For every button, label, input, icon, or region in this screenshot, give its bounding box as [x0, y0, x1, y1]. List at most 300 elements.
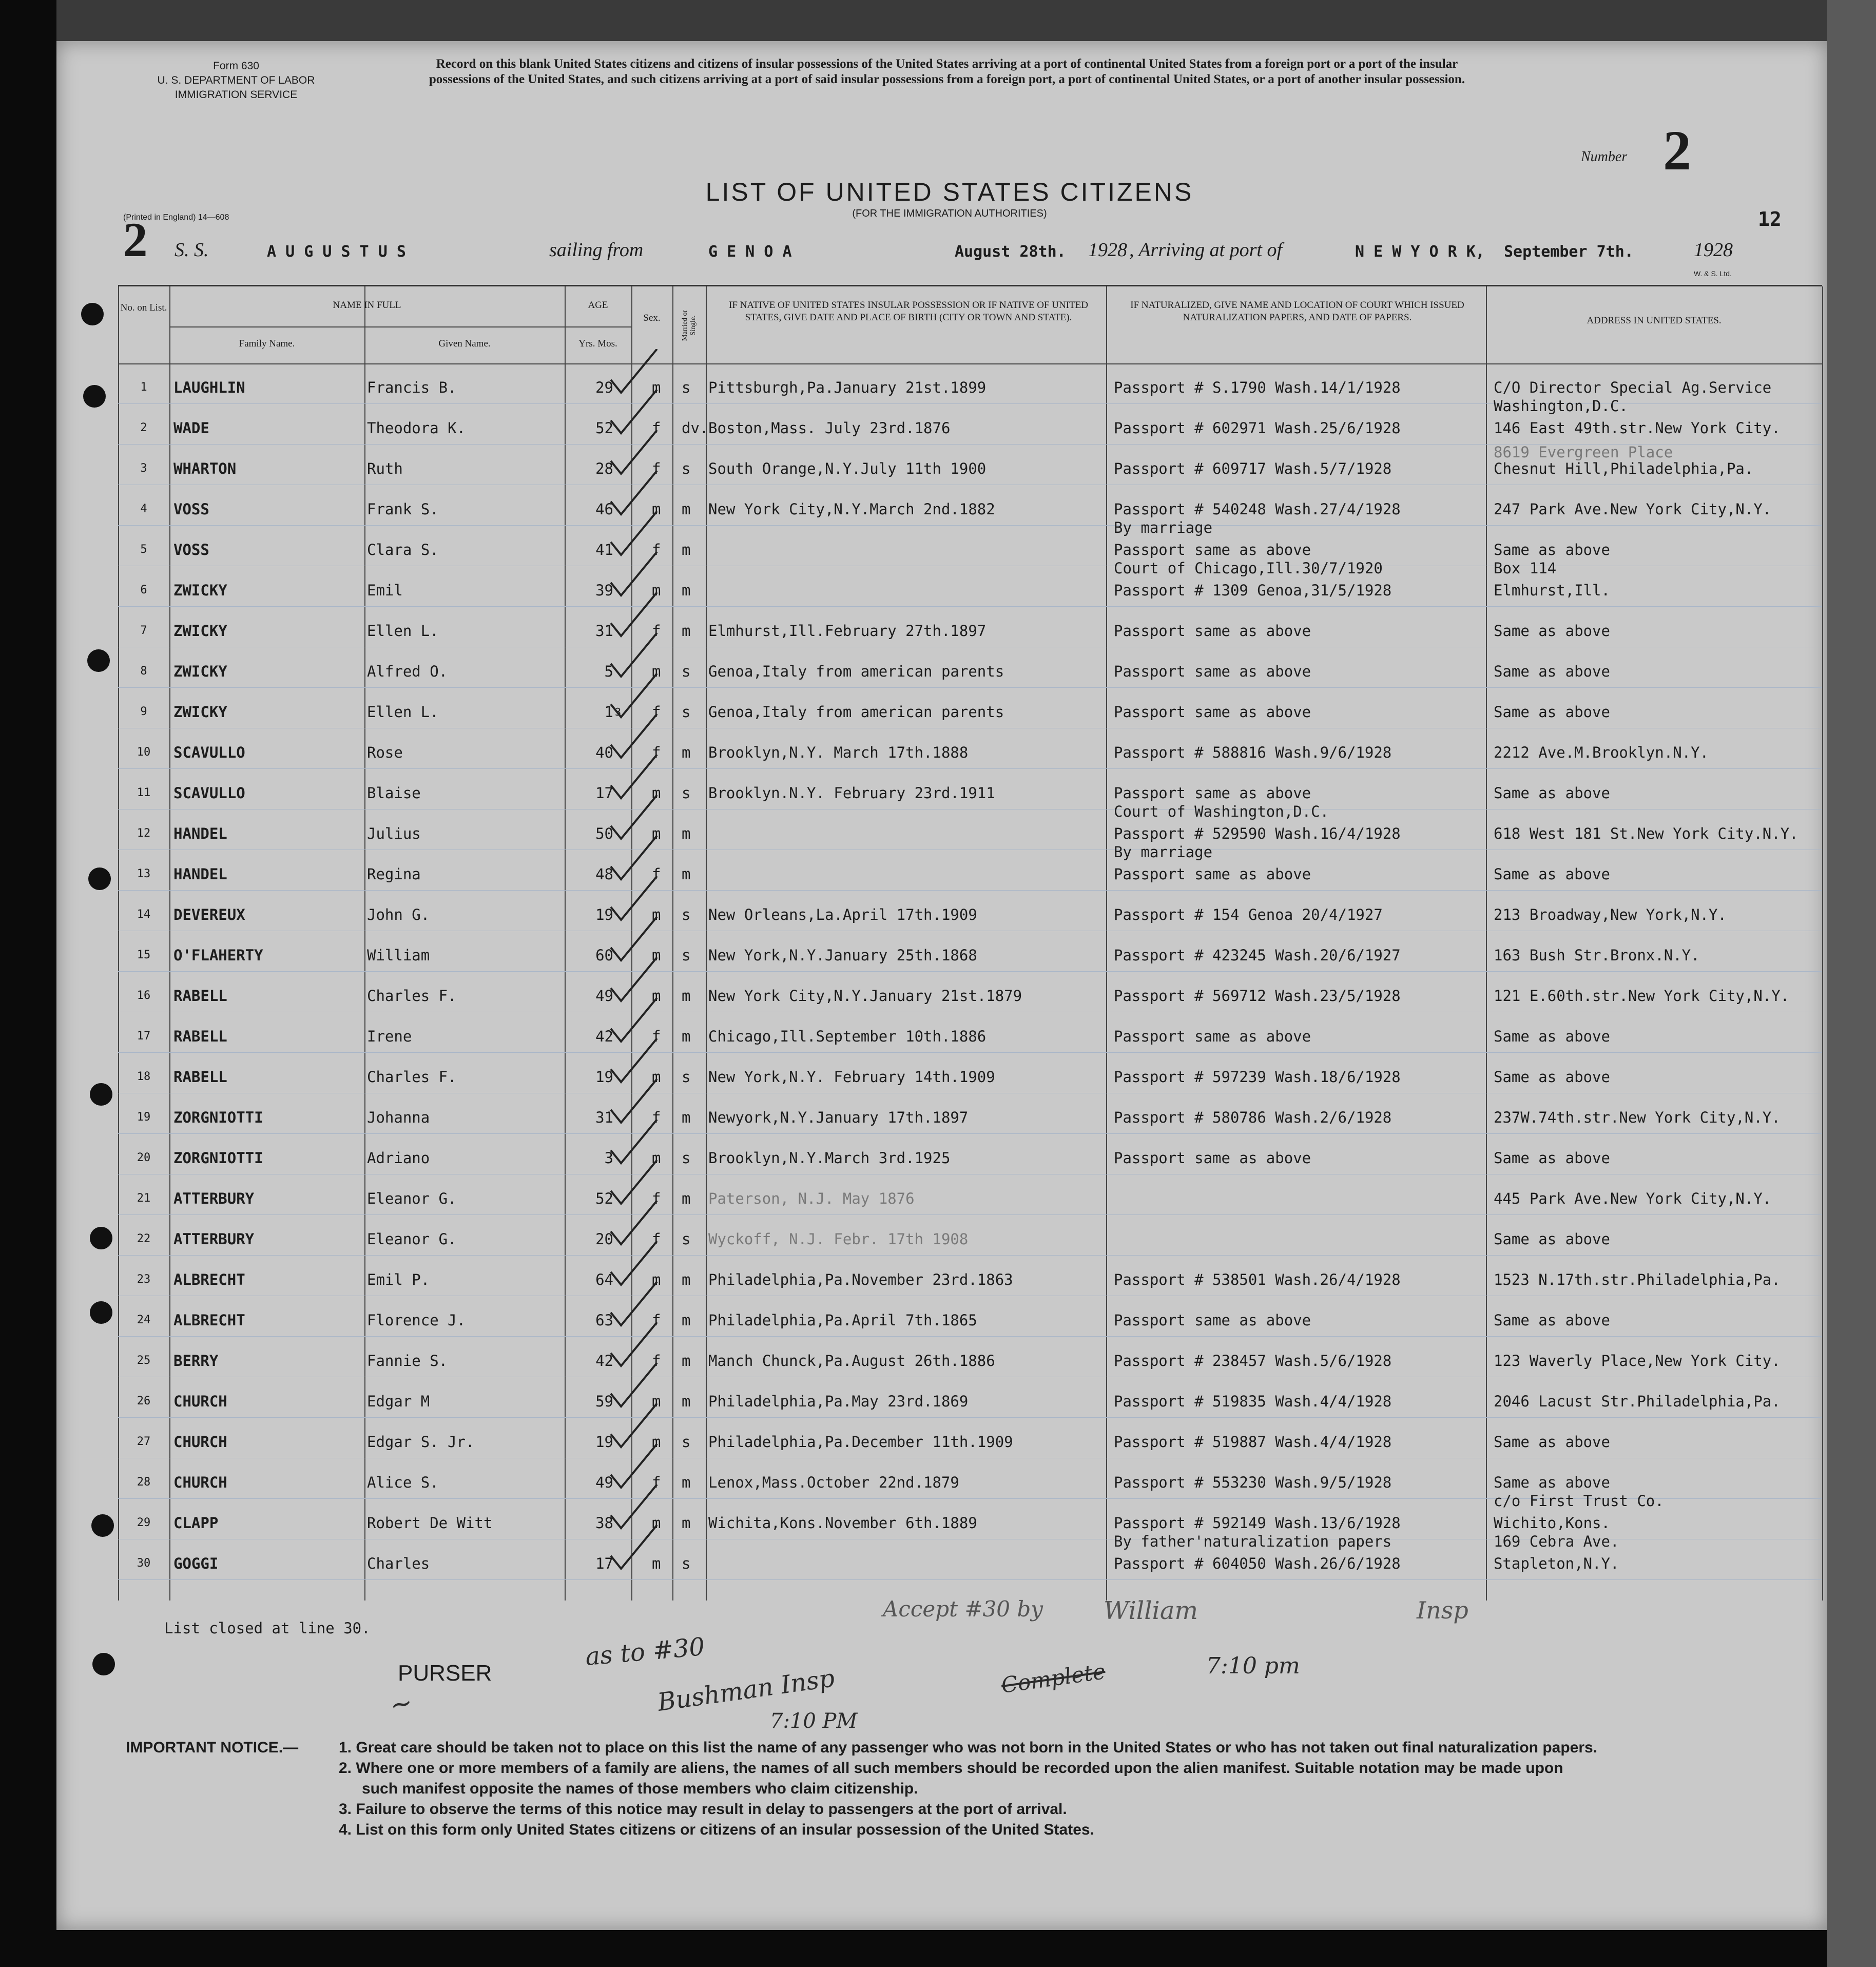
family-name: ALBRECHT — [173, 1271, 245, 1288]
row-number: 25 — [137, 1354, 151, 1367]
marital-status: m — [682, 1109, 691, 1126]
age-years: 42 — [595, 1352, 613, 1370]
birth-place-date: Brooklyn.N.Y. February 23rd.1911 — [708, 784, 995, 802]
marital-status: m — [682, 622, 691, 640]
birth-place-date: Paterson, N.J. May 1876 — [708, 1190, 915, 1207]
address: Same as above — [1494, 703, 1610, 721]
given-name: Emil P. — [367, 1271, 430, 1288]
checkmark — [611, 511, 657, 555]
checkmark — [611, 471, 657, 514]
checkmark — [611, 1241, 657, 1285]
age-years: 40 — [595, 744, 613, 761]
col-header-no: No. on List. — [120, 302, 167, 313]
address: Same as above — [1494, 1474, 1610, 1491]
naturalization: Passport same as above — [1114, 703, 1311, 721]
naturalization: Passport # 597239 Wash.18/6/1928 — [1114, 1068, 1401, 1086]
marital-status: s — [682, 1068, 691, 1086]
age-years: 17 — [595, 1555, 613, 1572]
marital-status: m — [682, 1352, 691, 1370]
naturalization: Passport # 553230 Wash.9/5/1928 — [1114, 1474, 1392, 1491]
family-name: DEVEREUX — [173, 906, 245, 923]
voyage-line — [175, 239, 1766, 269]
given-name: Ruth — [367, 460, 403, 477]
naturalization-note: By marriage — [1114, 843, 1213, 861]
marital-status: m — [682, 1312, 691, 1329]
age-years: 17 — [595, 784, 613, 802]
checkmark — [611, 390, 657, 433]
form-identifier: Form 630 U. S. DEPARTMENT OF LABOR IMMIGRATION SERVICE — [157, 60, 315, 101]
sex: m — [652, 1555, 661, 1572]
header-bottom-rule — [118, 363, 1822, 364]
address: 237W.74th.str.New York City,N.Y. — [1494, 1109, 1781, 1126]
family-name: HANDEL — [173, 825, 227, 842]
naturalization: Passport # 609717 Wash.5/7/1928 — [1114, 460, 1392, 477]
naturalization: Passport # 538501 Wash.26/4/1928 — [1114, 1271, 1401, 1288]
given-name: Alfred O. — [367, 663, 448, 680]
age-years: 31 — [595, 1109, 613, 1126]
address: Wichito,Kons. — [1494, 1514, 1610, 1532]
address: Same as above — [1494, 1230, 1610, 1248]
given-name: Francis B. — [367, 379, 457, 396]
address: 247 Park Ave.New York City,N.Y. — [1494, 500, 1772, 518]
naturalization: Passport # 238457 Wash.5/6/1928 — [1114, 1352, 1392, 1370]
checkmark — [611, 552, 657, 595]
checkmark — [611, 1079, 657, 1123]
col-header-birth: IF NATIVE OF UNITED STATES INSULAR POSSESSION OR IF NATIVE OF UNITED STATES, GIVE DATE AND PLACE OF BIRTH (CITY OR TOWN AND STATE). — [729, 300, 1088, 323]
sex: f — [652, 1028, 661, 1045]
address: Same as above — [1494, 663, 1610, 680]
naturalization: Passport same as above — [1114, 1149, 1311, 1167]
row-number: 8 — [140, 665, 147, 678]
marital-status: m — [682, 744, 691, 761]
row-number: 14 — [137, 908, 151, 921]
address: Chesnut Hill,Philadelphia,Pa. — [1494, 460, 1754, 477]
header-divider — [169, 326, 631, 327]
sex: m — [652, 1433, 661, 1451]
given-name: Clara S. — [367, 541, 439, 558]
checkmark — [611, 714, 657, 758]
naturalization: Passport same as above — [1114, 1028, 1311, 1045]
notice-label: IMPORTANT NOTICE.— — [126, 1739, 299, 1756]
age-years: 50 — [595, 825, 613, 842]
ship-name: A U G U S T U S — [267, 243, 406, 261]
family-name: RABELL — [173, 987, 227, 1005]
number-label: Number — [1581, 149, 1628, 165]
given-name: Eleanor G. — [367, 1190, 457, 1207]
checkmark — [611, 1120, 657, 1163]
inspector-note-as-to: as to #30 — [584, 1632, 706, 1672]
marital-status: m — [682, 1474, 691, 1491]
checkmark — [611, 917, 657, 960]
punch-hole — [90, 1227, 112, 1249]
address-line-2: Washington,D.C. — [1494, 397, 1628, 415]
address: C/O Director Special Ag.Service — [1494, 379, 1772, 396]
given-name: Emil — [367, 582, 403, 599]
given-name: Robert De Witt — [367, 1514, 493, 1532]
marital-status: s — [682, 1230, 691, 1248]
row-rule — [118, 768, 1822, 769]
row-number: 24 — [137, 1314, 151, 1326]
sailing-label: sailing from — [549, 239, 644, 261]
row-rule — [118, 606, 1822, 607]
col-header-family: Family Name. — [239, 338, 295, 349]
sex: f — [652, 1109, 661, 1126]
checkmark — [611, 998, 657, 1042]
punch-hole — [81, 303, 104, 325]
address: Same as above — [1494, 1149, 1610, 1167]
col-header-name: NAME IN FULL — [333, 300, 401, 311]
sex: m — [652, 1271, 661, 1288]
marital-status: s — [682, 1149, 691, 1167]
marital-status: m — [682, 1190, 691, 1207]
birth-place-date: Genoa,Italy from american parents — [708, 663, 1004, 680]
naturalization: Passport same as above — [1114, 541, 1311, 558]
punch-hole — [92, 1653, 115, 1675]
age-years: 49 — [595, 987, 613, 1005]
row-number: 10 — [137, 746, 151, 759]
marital-status: m — [682, 1514, 691, 1532]
family-name: CLAPP — [173, 1514, 219, 1532]
sex: m — [652, 379, 661, 396]
row-rule — [118, 1214, 1822, 1215]
address: Same as above — [1494, 1433, 1610, 1451]
row-number: 26 — [137, 1395, 151, 1407]
age-years: 60 — [595, 947, 613, 964]
family-name: RABELL — [173, 1028, 227, 1045]
age-years: 41 — [595, 541, 613, 558]
marital-status: m — [682, 1028, 691, 1045]
row-number: 5 — [140, 543, 147, 556]
col-divider — [364, 286, 365, 1600]
row-number: 11 — [137, 786, 151, 799]
marital-status: s — [682, 703, 691, 721]
sex: m — [652, 987, 661, 1005]
sex: m — [652, 500, 661, 518]
sex: f — [652, 703, 661, 721]
birth-place-date: Lenox,Mass.October 22nd.1879 — [708, 1474, 959, 1491]
address: Same as above — [1494, 1312, 1610, 1329]
notice-item-4: 4. List on this form only United States citizens or citizens of an insular possession of the United States. — [339, 1821, 1094, 1838]
row-number: 16 — [137, 989, 151, 1002]
naturalization: Passport same as above — [1114, 622, 1311, 640]
naturalization: Passport same as above — [1114, 663, 1311, 680]
col-header-given: Given Name. — [438, 338, 491, 349]
naturalization: Passport # 580786 Wash.2/6/1928 — [1114, 1109, 1392, 1126]
family-name: BERRY — [173, 1352, 219, 1370]
row-number: 15 — [137, 949, 151, 961]
col-header-age: AGE — [588, 300, 608, 311]
age-years: 39 — [595, 582, 613, 599]
given-name: Alice S. — [367, 1474, 439, 1491]
row-rule — [118, 525, 1822, 526]
given-name: Ellen L. — [367, 622, 439, 640]
given-name: Edgar M — [367, 1393, 430, 1410]
birth-place-date: New York City,N.Y.January 21st.1879 — [708, 987, 1022, 1005]
age-years: 59 — [595, 1393, 613, 1410]
marital-status: s — [682, 379, 691, 396]
given-name: Julius — [367, 825, 421, 842]
address: Same as above — [1494, 1068, 1610, 1086]
row-number: 30 — [137, 1557, 151, 1570]
address: Same as above — [1494, 622, 1610, 640]
row-number: 7 — [140, 624, 147, 637]
address: Same as above — [1494, 865, 1610, 883]
given-name: Rose — [367, 744, 403, 761]
naturalization-note: Court of Chicago,Ill.30/7/1920 — [1114, 560, 1383, 577]
sex: m — [652, 582, 661, 599]
family-name: ZWICKY — [173, 582, 227, 599]
accept-note: Accept #30 by — [883, 1596, 1043, 1622]
family-name: LAUGHLIN — [173, 379, 245, 396]
row-number: 9 — [140, 705, 147, 718]
marital-status: m — [682, 1393, 691, 1410]
naturalization: Passport # 423245 Wash.20/6/1927 — [1114, 947, 1401, 964]
sex: m — [652, 784, 661, 802]
row-number: 3 — [140, 462, 147, 475]
given-name: Charles F. — [367, 1068, 457, 1086]
birth-place-date: Manch Chunck,Pa.August 26th.1886 — [708, 1352, 995, 1370]
address: Same as above — [1494, 1028, 1610, 1045]
ss-label: S. S. — [175, 239, 209, 261]
row-rule — [118, 1417, 1822, 1418]
citizens-table — [118, 285, 1822, 1600]
given-name: Charles — [367, 1555, 430, 1572]
age-years: 3 — [604, 1149, 613, 1167]
sex: m — [652, 825, 661, 842]
row-number: 1 — [140, 381, 147, 394]
family-name: WHARTON — [173, 460, 237, 477]
naturalization-note: By father'naturalization papers — [1114, 1533, 1392, 1550]
given-name: Regina — [367, 865, 421, 883]
sex: f — [652, 1312, 661, 1329]
family-name: SCAVULLO — [173, 784, 245, 802]
naturalization: Passport # 519887 Wash.4/4/1928 — [1114, 1433, 1392, 1451]
col-divider — [1486, 286, 1487, 1600]
address: Elmhurst,Ill. — [1494, 582, 1610, 599]
family-name: ZWICKY — [173, 622, 227, 640]
row-rule — [118, 1052, 1822, 1053]
col-header-sex: Sex. — [643, 313, 661, 323]
row-number: 28 — [137, 1476, 151, 1489]
row-number: 6 — [140, 584, 147, 596]
birth-place-date: New Orleans,La.April 17th.1909 — [708, 906, 977, 923]
marital-status: s — [682, 1433, 691, 1451]
birth-place-date: Philadelphia,Pa.April 7th.1865 — [708, 1312, 977, 1329]
marital-status: m — [682, 865, 691, 883]
family-name: CHURCH — [173, 1474, 227, 1491]
sex: f — [652, 622, 661, 640]
age-months: 3 — [615, 706, 622, 718]
given-name: Edgar S. Jr. — [367, 1433, 475, 1451]
checkmark — [611, 1038, 657, 1082]
family-name: ATTERBURY — [173, 1230, 255, 1248]
naturalization: Passport # 529590 Wash.16/4/1928 — [1114, 825, 1401, 842]
checkmark — [611, 430, 657, 474]
address-line-2: Box 114 — [1494, 560, 1557, 577]
col-header-yrs-mos: Yrs. Mos. — [578, 338, 617, 349]
family-name: ZORGNIOTTI — [173, 1109, 263, 1126]
birth-place-date: Brooklyn,N.Y.March 3rd.1925 — [708, 1149, 951, 1167]
birth-place-date: Philadelphia,Pa.December 11th.1909 — [708, 1433, 1013, 1451]
birth-place-date: New York City,N.Y.March 2nd.1882 — [708, 500, 995, 518]
notice-item-2: 2. Where one or more members of a family are aliens, the names of all such members should be recorded upon the alien manifest. Suitable notation may be made upon — [339, 1760, 1563, 1777]
marital-status: m — [682, 825, 691, 842]
family-name: ZWICKY — [173, 703, 227, 721]
sex: f — [652, 1474, 661, 1491]
birth-place-date: Boston,Mass. July 23rd.1876 — [708, 419, 951, 437]
naturalization: Passport # 602971 Wash.25/6/1928 — [1114, 419, 1401, 437]
row-number: 29 — [137, 1516, 151, 1529]
naturalization: Passport # 519835 Wash.4/4/1928 — [1114, 1393, 1392, 1410]
sex: m — [652, 906, 661, 923]
checkmark — [611, 795, 657, 839]
age-years: 29 — [595, 379, 613, 396]
birth-place-date: Wyckoff, N.J. Febr. 17th 1908 — [708, 1230, 969, 1248]
naturalization: Passport # 1309 Genoa,31/5/1928 — [1114, 582, 1392, 599]
address: 2046 Lacust Str.Philadelphia,Pa. — [1494, 1393, 1781, 1410]
purser-signature: ~ — [387, 1687, 416, 1722]
naturalization: Passport same as above — [1114, 1312, 1311, 1329]
row-number: 4 — [140, 503, 147, 515]
col-divider — [1106, 286, 1107, 1600]
given-name: Irene — [367, 1028, 412, 1045]
checkmark — [611, 1484, 657, 1528]
page-subtitle: (FOR THE IMMIGRATION AUTHORITIES) — [852, 208, 1047, 219]
complete-note: Complete — [999, 1659, 1107, 1698]
sex: m — [652, 663, 661, 680]
address-line-2: 169 Cebra Ave. — [1494, 1533, 1619, 1550]
year-from: 1928 — [1088, 239, 1127, 261]
punch-hole — [83, 385, 106, 408]
time-note: 7:10 pm — [1206, 1653, 1300, 1679]
row-rule — [118, 687, 1822, 688]
sex: m — [652, 1149, 661, 1167]
sex: f — [652, 541, 661, 558]
birth-place-date: Pittsburgh,Pa.January 21st.1899 — [708, 379, 987, 396]
marital-status: s — [682, 663, 691, 680]
sex: f — [652, 865, 661, 883]
col-header-address: ADDRESS IN UNITED STATES. — [1587, 315, 1722, 326]
row-number: 23 — [137, 1273, 151, 1286]
accept-insp: Insp — [1417, 1596, 1468, 1624]
notice-item-3: 3. Failure to observe the terms of this notice may result in delay to passengers at the port of arrival. — [339, 1801, 1067, 1818]
checkmark — [611, 1403, 657, 1447]
row-number: 17 — [137, 1030, 151, 1043]
punch-hole — [91, 1514, 114, 1537]
address: Same as above — [1494, 541, 1610, 558]
marital-status: s — [682, 947, 691, 964]
row-number: 13 — [137, 867, 151, 880]
family-name: HANDEL — [173, 865, 227, 883]
age-years: 5 — [604, 663, 613, 680]
birth-place-date: Newyork,N.Y.January 17th.1897 — [708, 1109, 969, 1126]
birth-place-date: Chicago,Ill.September 10th.1886 — [708, 1028, 987, 1045]
marital-status: s — [682, 460, 691, 477]
row-rule — [118, 1255, 1822, 1256]
age-years: 52 — [595, 419, 613, 437]
marital-status: m — [682, 541, 691, 558]
handwritten-list-number: 2 — [123, 213, 148, 267]
marital-status: s — [682, 784, 691, 802]
given-name: Ellen L. — [367, 703, 439, 721]
checkmark — [611, 592, 657, 636]
marital-status: dv. — [682, 419, 709, 437]
row-rule — [118, 1579, 1822, 1580]
list-closed-note: List closed at line 30. — [164, 1619, 371, 1637]
printer-mark: (Printed in England) 14—608 — [123, 213, 229, 222]
naturalization: Passport # 592149 Wash.13/6/1928 — [1114, 1514, 1401, 1532]
address: 445 Park Ave.New York City,N.Y. — [1494, 1190, 1772, 1207]
address: 146 East 49th.str.New York City. — [1494, 419, 1781, 437]
birth-place-date: Wichita,Kons.November 6th.1889 — [708, 1514, 977, 1532]
naturalization: Passport # 604050 Wash.26/6/1928 — [1114, 1555, 1401, 1572]
family-name: GOGGI — [173, 1555, 219, 1572]
naturalization: Passport # 569712 Wash.23/5/1928 — [1114, 987, 1401, 1005]
birth-place-date: New York,N.Y. February 14th.1909 — [708, 1068, 995, 1086]
checkmark — [611, 876, 657, 920]
family-name: VOSS — [173, 500, 209, 518]
checkmark — [611, 1444, 657, 1488]
punch-hole — [90, 1301, 112, 1324]
sex: f — [652, 460, 661, 477]
checkmark — [611, 349, 657, 393]
naturalization-note: Court of Washington,D.C. — [1114, 803, 1329, 820]
col-header-naturalized: IF NATURALIZED, GIVE NAME AND LOCATION OF COURT WHICH ISSUED NATURALIZATION PAPERS, AND DATE OF PAPERS. — [1130, 300, 1464, 323]
sex: m — [652, 1068, 661, 1086]
address: 618 West 181 St.New York City.N.Y. — [1494, 825, 1798, 842]
naturalization: Passport # S.1790 Wash.14/1/1928 — [1114, 379, 1401, 396]
punch-hole — [87, 649, 110, 672]
address: 213 Broadway,New York,N.Y. — [1494, 906, 1727, 923]
birth-place-date: Philadelphia,Pa.May 23rd.1869 — [708, 1393, 969, 1410]
birth-place-date: New York,N.Y.January 25th.1868 — [708, 947, 977, 964]
row-number: 22 — [137, 1232, 151, 1245]
sex: f — [652, 1190, 661, 1207]
purser-label: PURSER — [398, 1661, 492, 1686]
inspector-note-name: Bushman Insp — [655, 1664, 837, 1717]
address: 1523 N.17th.str.Philadelphia,Pa. — [1494, 1271, 1781, 1288]
age-years: 19 — [595, 1068, 613, 1086]
row-number: 2 — [140, 421, 147, 434]
given-name: Adriano — [367, 1149, 430, 1167]
row-rule — [118, 890, 1822, 891]
age-years: 64 — [595, 1271, 613, 1288]
row-rule — [118, 1336, 1822, 1337]
marital-status: m — [682, 582, 691, 599]
port-to: N E W Y O R K, — [1355, 243, 1485, 261]
given-name: Florence J. — [367, 1312, 466, 1329]
family-name: ZWICKY — [173, 663, 227, 680]
row-number: 18 — [137, 1070, 151, 1083]
age-years: 48 — [595, 865, 613, 883]
given-name: Theodora K. — [367, 419, 466, 437]
marital-status: m — [682, 500, 691, 518]
birth-place-date: Philadelphia,Pa.November 23rd.1863 — [708, 1271, 1013, 1288]
age-years: 42 — [595, 1028, 613, 1045]
age-years: 38 — [595, 1514, 613, 1532]
family-name: O'FLAHERTY — [173, 947, 263, 964]
row-rule — [118, 1133, 1822, 1134]
age-years: 49 — [595, 1474, 613, 1491]
given-name: Johanna — [367, 1109, 430, 1126]
sex: m — [652, 947, 661, 964]
address: 163 Bush Str.Bronx.N.Y. — [1494, 947, 1700, 964]
address: 123 Waverly Place,New York City. — [1494, 1352, 1781, 1370]
age-years: 28 — [595, 460, 613, 477]
checkmark — [611, 755, 657, 798]
checkmark — [611, 957, 657, 1001]
arriving-label: , Arriving at port of — [1129, 239, 1283, 261]
